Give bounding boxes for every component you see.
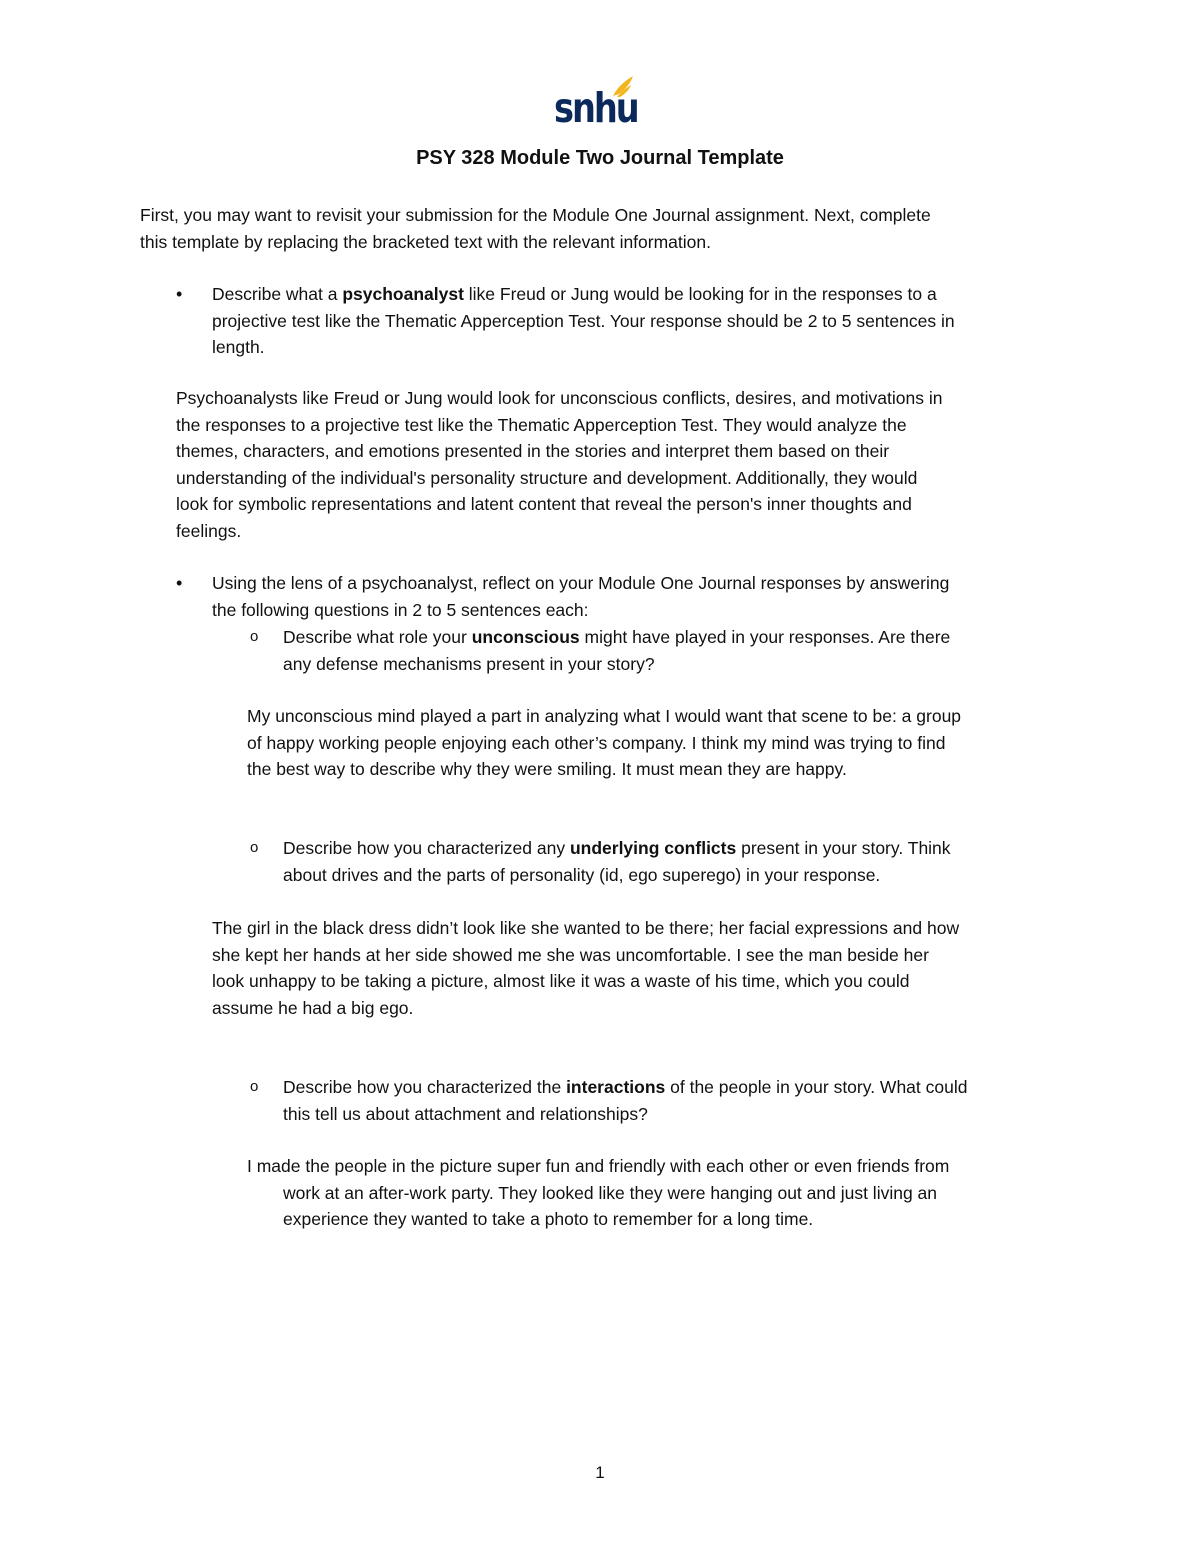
intro-line: First, you may want to revisit your submission for the Module One Journal assignment. Next, complete	[140, 205, 931, 225]
question-2	[212, 570, 949, 623]
answer-line: experience they wanted to take a photo to remember for a long time.	[283, 1209, 814, 1229]
sub-question-unconscious	[283, 624, 950, 677]
bullet-icon: •	[176, 284, 183, 304]
question-line: length.	[212, 337, 265, 357]
answer-line: Psychoanalysts like Freud or Jung would look for unconscious conflicts, desires, and motivations in	[176, 388, 943, 408]
sub-question-interactions	[283, 1074, 967, 1127]
answer-2	[247, 703, 961, 783]
answer-line: The girl in the black dress didn’t look like she wanted to be there; her facial expressions and how	[212, 918, 960, 938]
answer-4	[247, 1153, 949, 1233]
answer-line: the best way to describe why they were smiling. It must mean they are happy.	[247, 759, 847, 779]
circle-bullet-icon: o	[250, 628, 259, 645]
snhu-logo	[554, 72, 638, 134]
answer-line: look for symbolic representations and latent content that reveal the person's inner thoughts and	[176, 494, 912, 514]
answer-line: understanding of the individual's personality structure and development. Additionally, they would	[176, 467, 918, 488]
answer-line: look unhappy to be taking a picture, almost like it was a waste of his time, which you could	[212, 971, 910, 991]
answer-line: work at an after-work party. They looked like they were hanging out and just living an	[283, 1182, 938, 1203]
keyword-bold: unconscious	[471, 627, 580, 647]
circle-bullet-icon: o	[250, 839, 259, 856]
answer-1	[176, 385, 943, 544]
question-line: about drives and the parts of personality (id, ego superego) in your response.	[283, 864, 881, 885]
answer-line: My unconscious mind played a part in analyzing what I would want that scene to be: a group	[247, 706, 962, 726]
question-line: projective test like the Thematic Apperception Test. Your response should be 2 to 5 sentences in	[212, 310, 955, 331]
intro-paragraph	[140, 202, 931, 255]
page-number: 1	[595, 1463, 605, 1482]
question-line: the following questions in 2 to 5 sentences each:	[212, 599, 589, 620]
page-title: PSY 328 Module Two Journal Template	[416, 147, 784, 169]
intro-line: this template by replacing the bracketed text with the relevant information.	[140, 231, 711, 252]
question-line: Describe how you characterized any underlying conflicts present in your story. Think	[283, 838, 951, 858]
circle-bullet-icon: o	[250, 1078, 259, 1095]
answer-3	[212, 915, 959, 1021]
question-line: Describe what role your unconscious might have played in your responses. Are there	[283, 627, 951, 647]
question-line: Describe how you characterized the interactions of the people in your story. What could	[283, 1077, 968, 1097]
question-line: any defense mechanisms present in your story?	[283, 653, 655, 674]
answer-line: she kept her hands at her side showed me she was uncomfortable. I see the man beside her	[212, 944, 929, 965]
logo-text: snhu	[554, 84, 638, 132]
answer-line: the responses to a projective test like the Thematic Apperception Test. They would analyze the	[176, 414, 907, 435]
answer-line: themes, characters, and emotions presented in the stories and interpret them based on their	[176, 441, 890, 461]
answer-line: feelings.	[176, 520, 242, 541]
question-line: Describe what a psychoanalyst like Freud or Jung would be looking for in the responses to a	[212, 284, 937, 304]
bullet-icon: •	[176, 573, 183, 593]
question-1	[212, 281, 955, 361]
keyword-bold: psychoanalyst	[342, 284, 464, 304]
question-line: this tell us about attachment and relationships?	[283, 1103, 648, 1124]
answer-line: of happy working people enjoying each other’s company. I think my mind was trying to find	[247, 732, 946, 753]
answer-line: assume he had a big ego.	[212, 997, 414, 1018]
answer-line: I made the people in the picture super fun and friendly with each other or even friends from	[247, 1156, 950, 1176]
question-line: Using the lens of a psychoanalyst, reflect on your Module One Journal responses by answering	[212, 573, 950, 593]
keyword-bold: underlying conflicts	[569, 838, 737, 858]
sub-question-conflicts	[283, 835, 951, 888]
keyword-bold: interactions	[566, 1077, 666, 1097]
